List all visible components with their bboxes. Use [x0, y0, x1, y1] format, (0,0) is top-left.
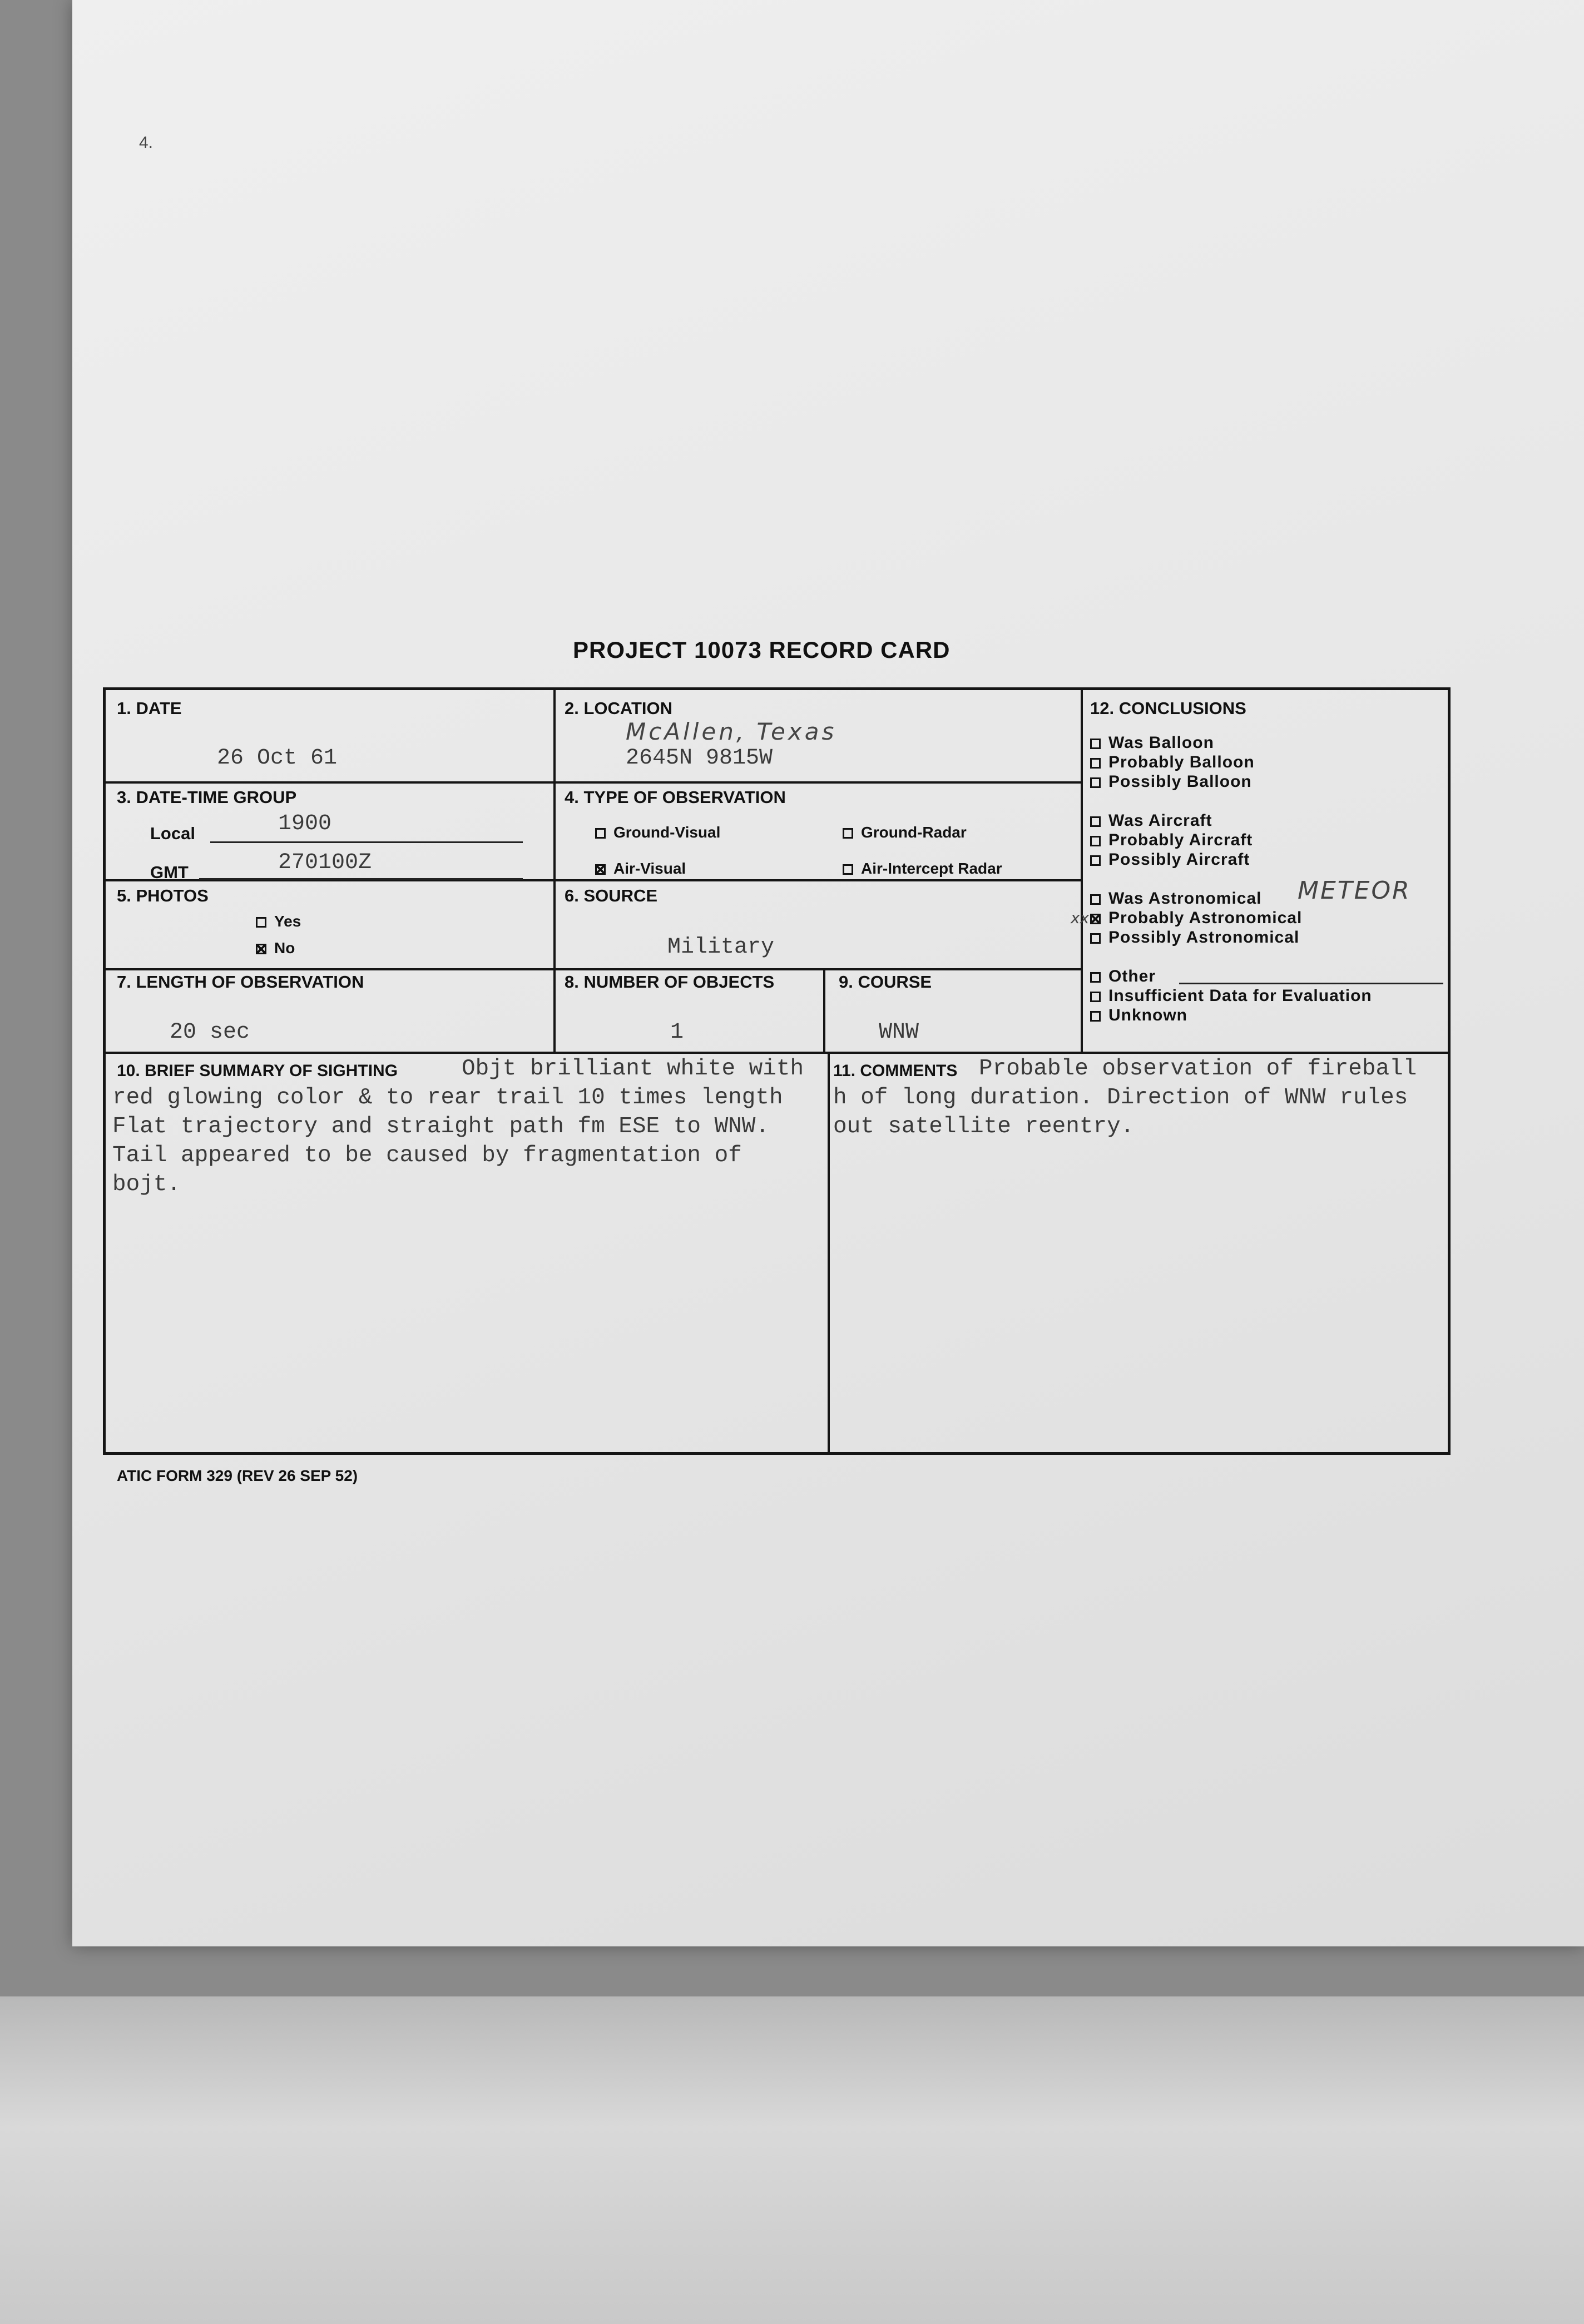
corner-mark: 4. [139, 133, 154, 152]
checkbox-checked [256, 944, 266, 954]
conclusion-insufficient-data: Insufficient Data for Evaluation [1090, 987, 1372, 1005]
comments-line-3: out satellite reentry. [833, 1114, 1135, 1139]
length-value: 20 sec [170, 1020, 250, 1045]
course-label: 9. COURSE [839, 972, 932, 992]
obs-ground-radar: Ground-Radar [843, 824, 967, 841]
conclusion-probably-astronomical: Probably Astronomical [1090, 909, 1302, 928]
conclusion-handwritten-note: METEOR [1298, 876, 1411, 905]
summary-line-1: Objt brilliant white with [462, 1056, 804, 1082]
checkbox [1090, 855, 1101, 866]
observation-type-label: 4. TYPE OF OBSERVATION [565, 787, 786, 807]
conclusion-possibly-aircraft: Possibly Aircraft [1090, 850, 1250, 869]
conclusion-probably-balloon: Probably Balloon [1090, 753, 1255, 772]
length-label: 7. LENGTH OF OBSERVATION [117, 972, 364, 992]
form-footer: ATIC FORM 329 (REV 26 SEP 52) [117, 1467, 358, 1484]
conclusion-check-mark: xx [1071, 909, 1090, 927]
summary-line-5: bojt. [112, 1172, 181, 1197]
objects-value: 1 [670, 1020, 684, 1045]
comments-line-2: h of long duration. Direction of WNW rules [833, 1085, 1408, 1111]
conclusion-possibly-astronomical: Possibly Astronomical [1090, 928, 1299, 947]
dtg-gmt-label: GMT [150, 863, 189, 882]
date-label: 1. DATE [117, 698, 182, 718]
obs-ground-visual: Ground-Visual [595, 824, 720, 841]
divider-col1 [553, 690, 556, 1052]
conclusion-unknown: Unknown [1090, 1006, 1187, 1025]
checkbox [1090, 972, 1101, 983]
location-coords: 2645N 9815W [626, 746, 773, 771]
checkbox [256, 917, 266, 928]
conclusion-possibly-balloon: Possibly Balloon [1090, 772, 1252, 791]
checkbox [1090, 894, 1101, 905]
obs-air-visual: Air-Visual [595, 860, 686, 878]
summary-line-3: Flat trajectory and straight path fm ESE to WNW. [112, 1114, 769, 1139]
checkbox [843, 864, 853, 875]
conclusion-probably-aircraft: Probably Aircraft [1090, 831, 1253, 850]
dtg-label: 3. DATE-TIME GROUP [117, 787, 297, 807]
conclusion-other-line [1179, 983, 1443, 984]
dtg-local-line [210, 841, 523, 843]
summary-label: 10. BRIEF SUMMARY OF SIGHTING [117, 1062, 398, 1080]
conclusion-was-aircraft: Was Aircraft [1090, 811, 1212, 830]
photos-label: 5. PHOTOS [117, 886, 209, 905]
divider-row4 [106, 1052, 1449, 1054]
conclusion-other: Other [1090, 967, 1156, 986]
comments-line-1: Probable observation of fireball [979, 1056, 1417, 1082]
checkbox [1090, 777, 1101, 788]
divider-row1 [106, 781, 1082, 784]
objects-label: 8. NUMBER OF OBJECTS [565, 972, 775, 992]
course-value: WNW [879, 1020, 919, 1045]
dtg-local-label: Local [150, 824, 195, 843]
checkbox [1090, 992, 1101, 1002]
summary-line-4: Tail appeared to be caused by fragmentation of [112, 1143, 742, 1168]
film-background [0, 1996, 1584, 2324]
obs-air-intercept-radar: Air-Intercept Radar [843, 860, 1002, 878]
dtg-gmt-line [199, 878, 523, 880]
checkbox [1090, 933, 1101, 944]
checkbox-checked [1090, 914, 1101, 924]
photos-yes: Yes [256, 913, 301, 930]
photos-no: No [256, 939, 295, 957]
record-card-form [103, 687, 1451, 1455]
checkbox [843, 828, 853, 839]
source-value: Military [667, 935, 775, 960]
conclusion-was-balloon: Was Balloon [1090, 734, 1214, 752]
location-handwritten: McAllen, Texas [626, 718, 837, 745]
checkbox [595, 828, 606, 839]
checkbox [1090, 1011, 1101, 1022]
divider-objects-course [823, 968, 825, 1052]
card-title: PROJECT 10073 RECORD CARD [573, 637, 951, 663]
divider-summary-comments [828, 1052, 830, 1455]
conclusions-label: 12. CONCLUSIONS [1090, 698, 1246, 718]
checkbox [1090, 816, 1101, 827]
conclusion-was-astronomical: Was Astronomical [1090, 889, 1262, 908]
checkbox [1090, 836, 1101, 846]
divider-col2 [1081, 690, 1083, 1052]
source-label: 6. SOURCE [565, 886, 658, 905]
summary-line-2: red glowing color & to rear trail 10 times length [112, 1085, 783, 1111]
checkbox [1090, 739, 1101, 749]
divider-row3 [106, 968, 1082, 970]
dtg-local-value: 1900 [278, 811, 332, 836]
location-label: 2. LOCATION [565, 698, 673, 718]
comments-label: 11. COMMENTS [833, 1062, 958, 1080]
dtg-gmt-value: 270100Z [278, 850, 372, 875]
checkbox [1090, 758, 1101, 769]
checkbox-checked [595, 864, 606, 875]
date-value: 26 Oct 61 [217, 746, 338, 771]
